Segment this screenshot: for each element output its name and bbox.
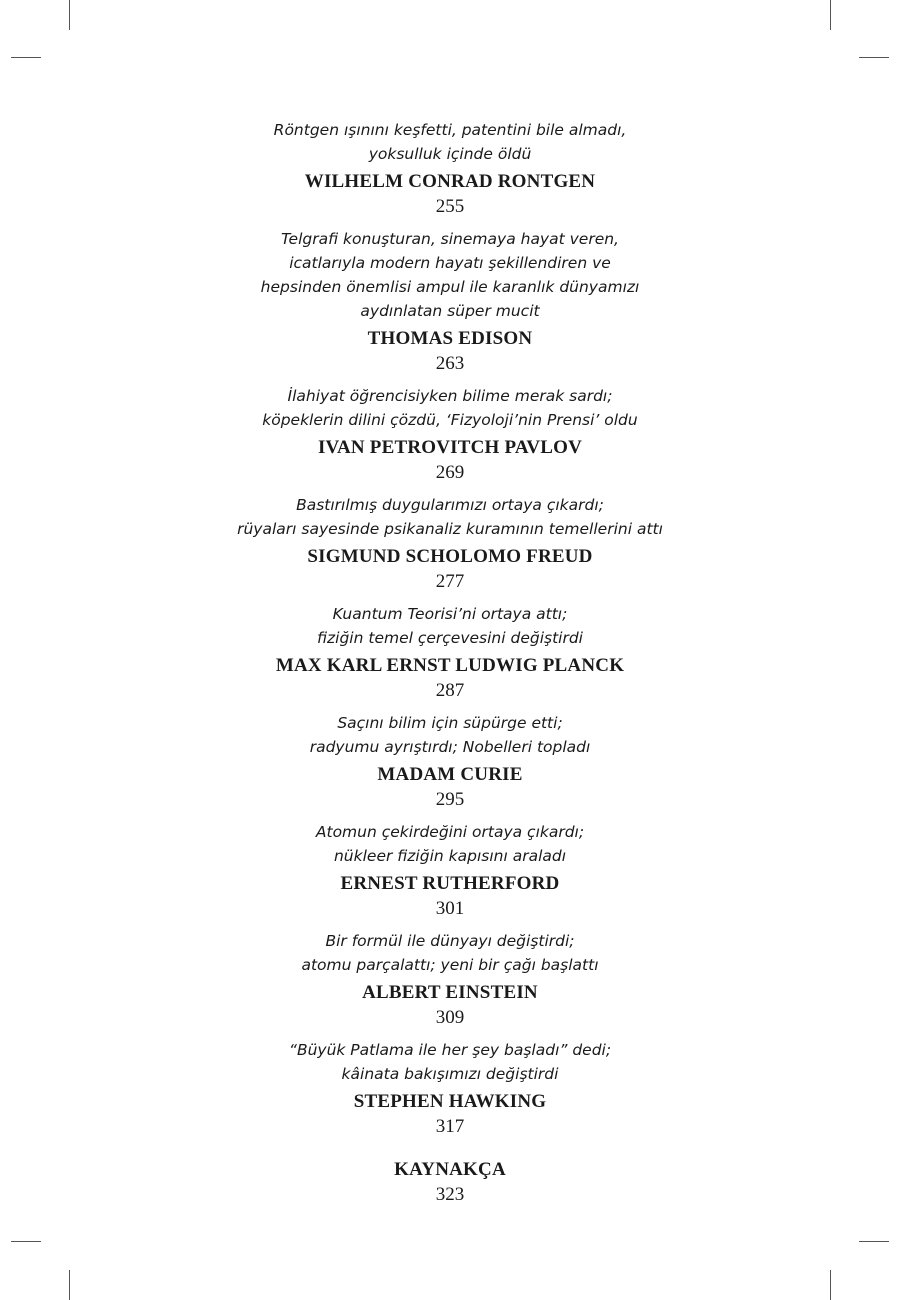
entry-description <box>0 820 900 868</box>
toc-entry <box>0 1038 900 1139</box>
entry-name: ERNEST RUTHERFORD <box>340 873 560 894</box>
toc-entry <box>0 227 900 376</box>
entry-page-number: 301 <box>435 898 465 919</box>
crop-mark <box>859 57 889 58</box>
entry-page-number: 317 <box>435 1116 465 1137</box>
toc-entry <box>0 820 900 921</box>
bibliography-title: KAYNAKÇA <box>394 1159 506 1180</box>
description-line: icatlarıyla modern hayatı şekillendiren ve <box>289 254 611 272</box>
toc-entry <box>0 118 900 219</box>
entry-name: THOMAS EDISON <box>367 328 533 349</box>
entry-page-number: 309 <box>435 1007 465 1028</box>
toc-entry <box>0 929 900 1030</box>
description-line: Bir formül ile dünyayı değiştirdi; <box>325 932 575 950</box>
description-line: Telgrafi konuşturan, sinemaya hayat veren, <box>281 230 619 248</box>
toc-entry <box>0 711 900 812</box>
entry-description <box>0 602 900 650</box>
entry-page-number: 269 <box>435 462 465 483</box>
crop-mark <box>69 0 70 30</box>
description-line: hepsinden önemlisi ampul ile karanlık dünyamızı <box>260 278 640 296</box>
entry-description <box>0 1038 900 1086</box>
entry-description <box>0 929 900 977</box>
entry-name: MAX KARL ERNST LUDWIG PLANCK <box>275 655 625 676</box>
description-line: “Büyük Patlama ile her şey başladı” dedi; <box>288 1041 612 1059</box>
description-line: rüyaları sayesinde psikanaliz kuramının temellerini attı <box>237 520 663 538</box>
description-line: nükleer fiziğin kapısını araladı <box>333 847 567 865</box>
description-line: kâinata bakışımızı değiştirdi <box>341 1065 559 1083</box>
entry-page-number: 255 <box>435 196 465 217</box>
entry-name: SIGMUND SCHOLOMO FREUD <box>307 546 593 567</box>
entry-name: WILHELM CONRAD RONTGEN <box>304 171 596 192</box>
toc-entry <box>0 493 900 594</box>
crop-mark <box>859 1241 889 1242</box>
crop-mark <box>830 1270 831 1300</box>
crop-mark <box>11 57 41 58</box>
entry-name: STEPHEN HAWKING <box>353 1091 547 1112</box>
entry-page-number: 287 <box>435 680 465 701</box>
toc-entry <box>0 602 900 703</box>
toc-entry <box>0 384 900 485</box>
entry-name: IVAN PETROVITCH PAVLOV <box>317 437 583 458</box>
entry-name: MADAM CURIE <box>377 764 523 785</box>
description-line: İlahiyat öğrencisiyken bilime merak sardı; <box>287 387 613 405</box>
description-line: Bastırılmış duygularımızı ortaya çıkardı; <box>296 496 604 514</box>
entry-page-number: 323 <box>435 1184 465 1205</box>
entry-description <box>0 227 900 323</box>
crop-mark <box>830 0 831 30</box>
description-line: radyumu ayrıştırdı; Nobelleri topladı <box>309 738 591 756</box>
entry-description <box>0 384 900 432</box>
description-line: Atomun çekirdeğini ortaya çıkardı; <box>315 823 585 841</box>
entry-description <box>0 118 900 166</box>
description-line: aydınlatan süper mucit <box>360 302 540 320</box>
crop-mark <box>69 1270 70 1300</box>
entry-description <box>0 493 900 541</box>
table-of-contents <box>0 118 900 1207</box>
description-line: Röntgen ışınını keşfetti, patentini bile almadı, <box>273 121 627 139</box>
entry-page-number: 277 <box>435 571 465 592</box>
entry-page-number: 263 <box>435 353 465 374</box>
description-line: Kuantum Teorisi’ni ortaya attı; <box>332 605 568 623</box>
entry-name: ALBERT EINSTEIN <box>362 982 538 1003</box>
entry-page-number: 295 <box>435 789 465 810</box>
description-line: Saçını bilim için süpürge etti; <box>337 714 563 732</box>
entry-description <box>0 711 900 759</box>
description-line: fiziğin temel çerçevesini değiştirdi <box>317 629 583 647</box>
toc-entry-bibliography <box>0 1157 900 1207</box>
description-line: atomu parçalattı; yeni bir çağı başlattı <box>301 956 599 974</box>
description-line: köpeklerin dilini çözdü, ‘Fizyoloji’nin Prensi’ oldu <box>262 411 638 429</box>
crop-mark <box>11 1241 41 1242</box>
description-line: yoksulluk içinde öldü <box>368 145 532 163</box>
